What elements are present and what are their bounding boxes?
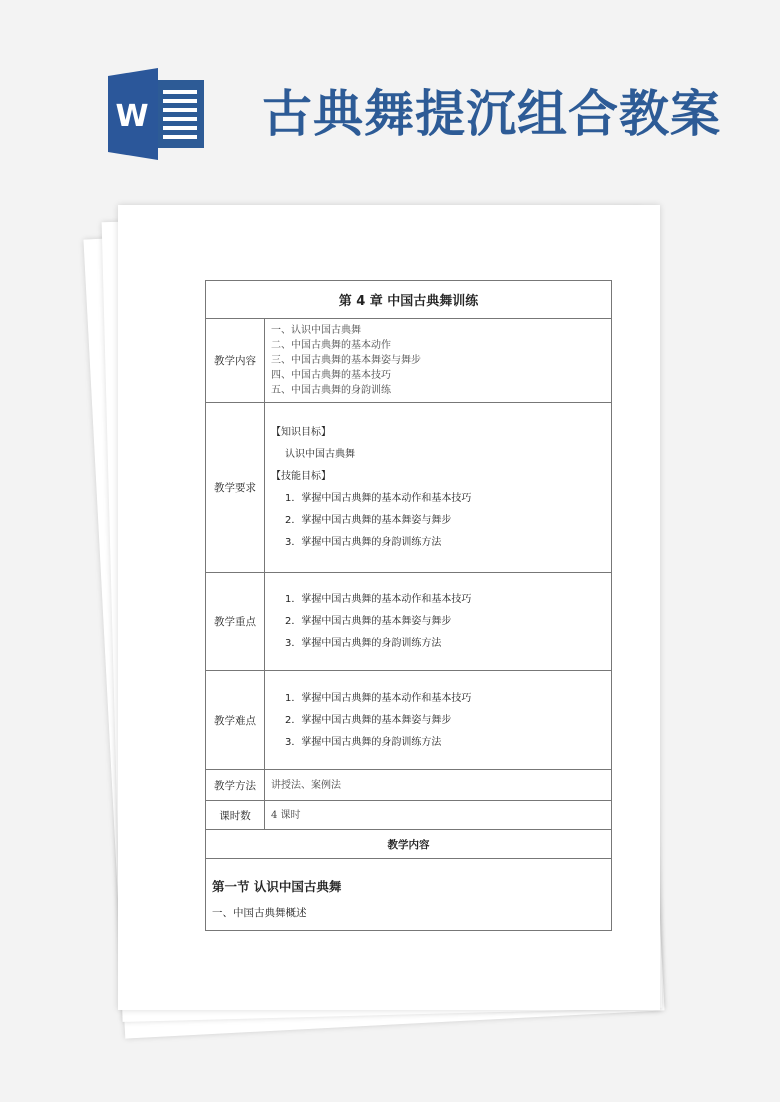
hours-value: 4 课时 [265, 801, 612, 830]
section-title: 第一节 认识中国古典舞 [212, 879, 342, 894]
row-label: 教学要求 [206, 403, 265, 573]
list-item: 3．掌握中国古典舞的身韵训练方法 [285, 736, 442, 748]
content-list [265, 319, 612, 403]
knowledge-heading: 【知识目标】 [271, 427, 331, 438]
list-item: 三、中国古典舞的基本舞姿与舞步 [271, 355, 421, 366]
list-item: 2．掌握中国古典舞的基本舞姿与舞步 [285, 616, 452, 627]
list-item: 五、中国古典舞的身韵训练 [271, 385, 391, 396]
list-item: 一、认识中国古典舞 [271, 325, 361, 336]
row-label: 教学重点 [206, 573, 265, 671]
list-item: 2．掌握中国古典舞的基本舞姿与舞步 [285, 515, 452, 526]
list-item: 2．掌握中国古典舞的基本舞姿与舞步 [285, 714, 452, 726]
method-value: 讲授法、案例法 [265, 770, 612, 801]
list-item: 二、中国古典舞的基本动作 [271, 340, 391, 351]
list-item: 1．掌握中国古典舞的基本动作和基本技巧 [285, 493, 472, 504]
list-item: 四、中国古典舞的基本技巧 [271, 370, 391, 381]
list-item: 1．掌握中国古典舞的基本动作和基本技巧 [285, 594, 472, 605]
chapter-title: 第 4 章 中国古典舞训练 [206, 281, 612, 319]
page-title: 古典舞提沉组合教案 [262, 84, 721, 143]
svg-text:W: W [115, 99, 149, 134]
key-points [265, 573, 612, 671]
row-label: 教学内容 [206, 319, 265, 403]
skill-heading: 【技能目标】 [271, 471, 331, 482]
list-item: 3．掌握中国古典舞的身韵训练方法 [285, 638, 442, 649]
row-label: 教学方法 [206, 770, 265, 801]
requirements [265, 403, 612, 573]
lesson-plan-table [205, 280, 612, 931]
list-item: 3．掌握中国古典舞的身韵训练方法 [285, 537, 442, 548]
row-label: 课时数 [206, 801, 265, 830]
difficulties [265, 671, 612, 770]
word-icon [108, 68, 208, 160]
content-heading: 教学内容 [206, 830, 612, 859]
list-item: 认识中国古典舞 [285, 449, 355, 460]
subsection-title: 一、中国古典舞概述 [212, 907, 307, 919]
row-label: 教学难点 [206, 671, 265, 770]
section-cell [206, 859, 612, 931]
list-item: 1．掌握中国古典舞的基本动作和基本技巧 [285, 692, 472, 704]
